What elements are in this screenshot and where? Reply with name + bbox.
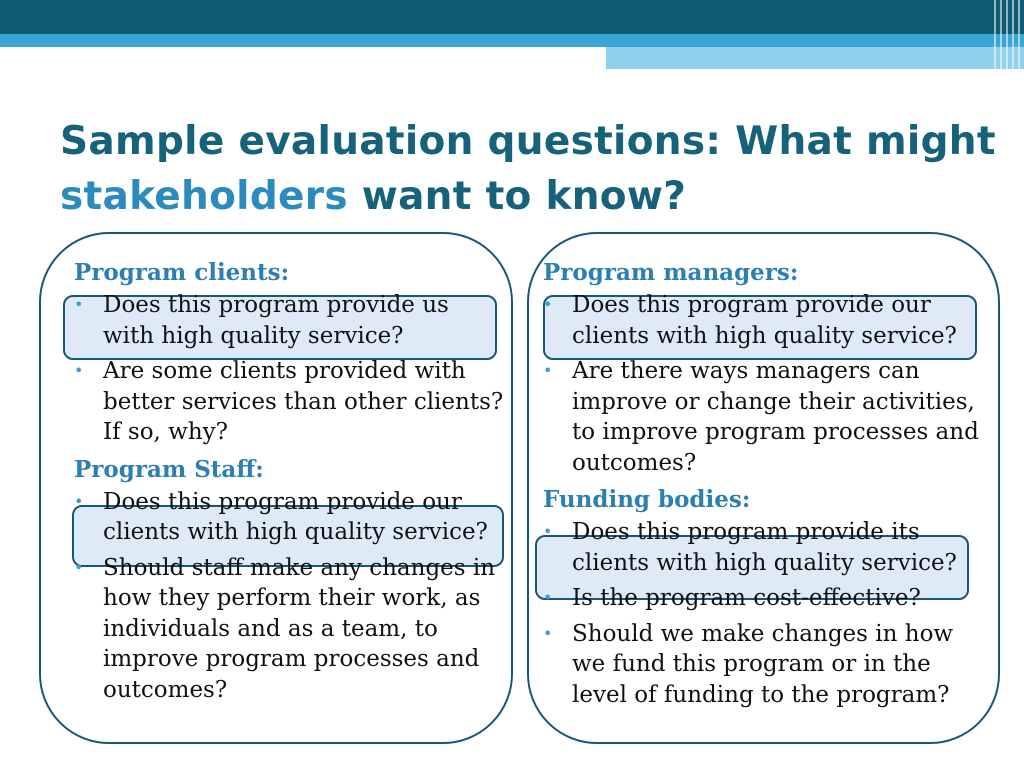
- list-program-clients: [74, 290, 504, 448]
- bullet-icon: •: [543, 588, 553, 607]
- list-item: [74, 553, 504, 706]
- list-item: [543, 583, 988, 614]
- title-accent-word: stakeholders: [60, 174, 348, 219]
- list-item: [543, 619, 988, 711]
- heading-program-clients: Program clients:: [74, 259, 290, 286]
- title-line-2-rest: want to know?: [347, 174, 687, 219]
- bullet-icon: •: [543, 295, 553, 314]
- bullet-icon: •: [543, 361, 553, 380]
- list-item-text: Does this program provide our clients with high quality service?: [103, 488, 488, 545]
- list-funding-bodies: [543, 517, 988, 710]
- list-item: [543, 290, 988, 351]
- list-item-text: Is the program cost-effective?: [572, 585, 921, 611]
- list-item-text: Does this program provide its clients with high quality service?: [572, 519, 957, 576]
- bullet-icon: •: [74, 557, 84, 577]
- header-band: [0, 0, 1024, 34]
- list-item: [543, 356, 988, 478]
- bullet-icon: •: [543, 522, 553, 541]
- list-item-text: Are some clients provided with better services than other clients? If so, why?: [103, 358, 504, 445]
- list-item: [74, 487, 504, 548]
- list-item: [74, 356, 504, 448]
- list-item-text: Should staff make any changes in how they perform their work, as individuals and as a team, to improve program processes and outcomes?: [103, 554, 496, 703]
- list-item-text: Should we make changes in how we fund this program or in the level of funding to the program?: [572, 620, 954, 708]
- heading-program-managers: Program managers:: [543, 259, 799, 286]
- heading-program-staff: Program Staff:: [74, 455, 264, 483]
- title-line-1: Sample evaluation questions: What might: [60, 119, 996, 164]
- list-item-text: Does this program provide our clients with high quality service?: [572, 292, 957, 349]
- list-program-managers: [543, 290, 988, 478]
- slide-title: [60, 114, 1000, 224]
- bullet-icon: •: [543, 623, 553, 643]
- list-item: [74, 290, 504, 351]
- list-item-text: Are there ways managers can improve or change their activities, to improve program processes and outcomes?: [572, 358, 979, 476]
- header-band-light: [0, 34, 1024, 47]
- bullet-icon: •: [74, 295, 84, 314]
- list-item: [543, 517, 988, 578]
- bullet-icon: •: [74, 361, 84, 380]
- header-stripes: [994, 0, 1024, 69]
- list-program-staff: [74, 487, 504, 706]
- bullet-icon: •: [74, 491, 84, 511]
- right-content: [543, 256, 988, 715]
- left-content: [74, 256, 504, 710]
- header-band-pale: [606, 47, 1024, 69]
- list-item-text: Does this program provide us with high quality service?: [103, 292, 449, 349]
- heading-funding-bodies: Funding bodies:: [543, 486, 751, 513]
